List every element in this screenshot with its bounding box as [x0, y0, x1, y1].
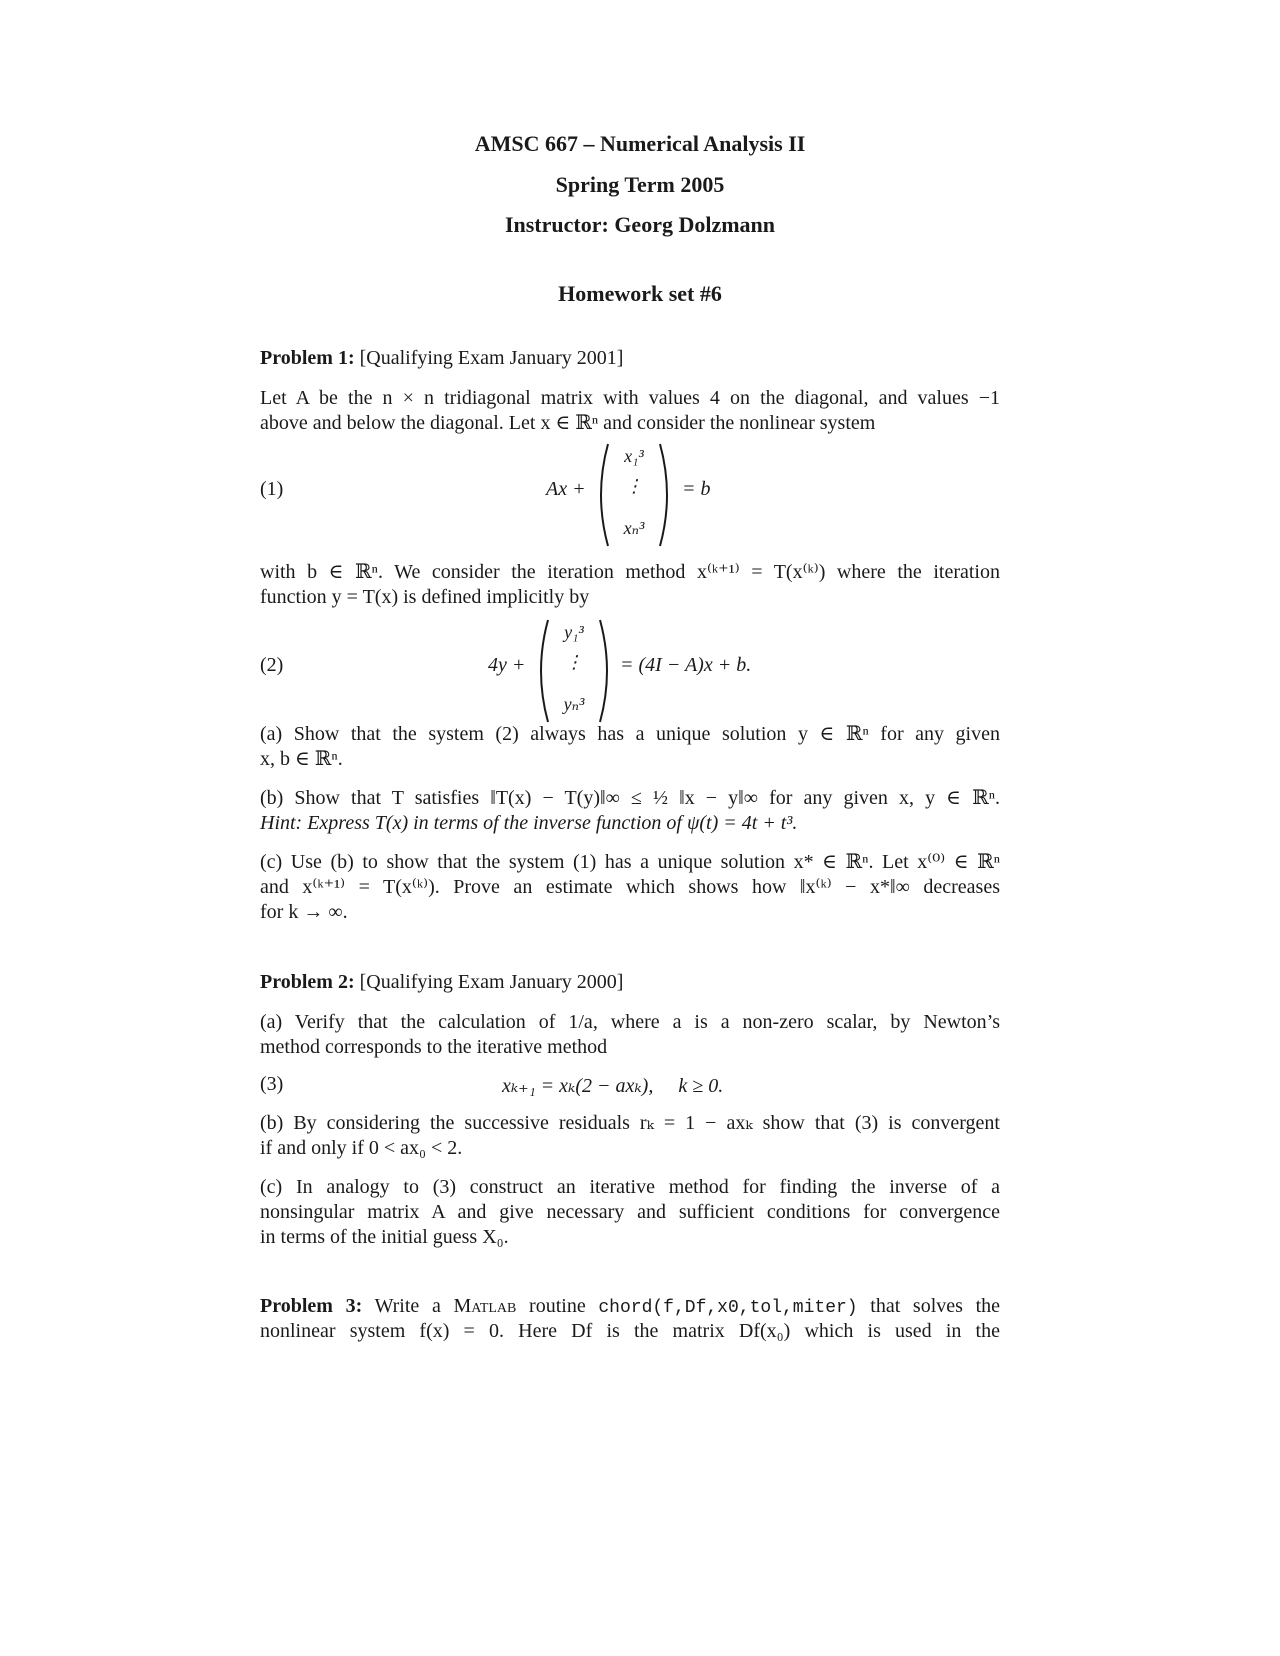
problem-2-title: Problem 2:	[260, 971, 355, 993]
homework-set-title: Homework set #6	[558, 281, 722, 306]
term-title: Spring Term 2005	[555, 172, 725, 197]
problem-1-line-4: function y = T(x) is defined implicitly by	[260, 586, 590, 608]
problem-2-part-c-line-3: in terms of the initial guess X₀.	[260, 1226, 509, 1248]
problem-3-line-1	[260, 1294, 1000, 1321]
problem-2-part-b-line-2: if and only if 0 < ax₀ < 2.	[260, 1137, 463, 1159]
problem-1-part-b-line-1: (b) Show that T satisfies ‖T(x) − T(y)‖∞ ≤ ½ ‖x − y‖∞ for any given x, y ∈ ℝⁿ.	[260, 787, 1000, 809]
problem-1-line-2: above and below the diagonal. Let x ∈ ℝⁿ and consider the nonlinear system	[260, 412, 876, 434]
equation-2-vector-bottom: yₙ³	[563, 694, 585, 714]
problem-3-title: Problem 3:	[260, 1295, 363, 1317]
problem-2-part-c-line-1: (c) In analogy to (3) construct an iterative method for finding the inverse of a	[260, 1176, 1000, 1198]
problem-2-part-a-line-1: (a) Verify that the calculation of 1/a, where a is a non-zero scalar, by Newton’s	[260, 1011, 1000, 1033]
problem-1-part-a-line-1: (a) Show that the system (2) always has a unique solution y ∈ ℝⁿ for any given	[260, 723, 1000, 745]
equation-3: xₖ₊₁ = xₖ(2 − axₖ), k ≥ 0.	[502, 1075, 724, 1097]
equation-1-vector-dots: ⋮	[625, 476, 643, 496]
problem-1-part-c-line-2: and x⁽ᵏ⁺¹⁾ = T(x⁽ᵏ⁾). Prove an estimate which shows how ‖x⁽ᵏ⁾ − x*‖∞ decreases	[260, 876, 1000, 898]
problem-1-part-b-hint: Hint: Express T(x) in terms of the inverse function of ψ(t) = 4t + t³.	[260, 812, 798, 834]
equation-1-vector-bottom: xₙ³	[623, 518, 645, 538]
problem-1-heading	[260, 346, 1020, 371]
problem-2-part-c-line-2: nonsingular matrix A and give necessary and sufficient conditions for convergence	[260, 1201, 1000, 1223]
problem-2-heading	[260, 970, 1020, 995]
problem-2-part-a-line-2: method corresponds to the iterative method	[260, 1036, 608, 1058]
problem-2-source: [Qualifying Exam January 2000]	[359, 971, 624, 993]
problem-3-solves: that solves the	[870, 1295, 1000, 1317]
problem-3-matlab: Matlab	[453, 1295, 517, 1317]
problem-3-write-a: Write a	[374, 1295, 441, 1317]
equation-3-label: (3)	[260, 1073, 284, 1095]
problem-3-routine: routine	[529, 1295, 586, 1317]
equation-2-rhs: = (4I − A)x + b.	[620, 654, 752, 676]
equation-1-rhs: = b	[682, 478, 711, 500]
problem-2-part-b-line-1: (b) By considering the successive residuals rₖ = 1 − axₖ show that (3) is convergent	[260, 1112, 1000, 1134]
problem-3-line-2: nonlinear system f(x) = 0. Here Df is the matrix Df(x₀) which is used in the	[260, 1320, 1000, 1342]
equation-1-label: (1)	[260, 478, 284, 500]
equation-2-vector-dots: ⋮	[565, 652, 583, 672]
problem-1-line-1: Let A be the n × n tridiagonal matrix with values 4 on the diagonal, and values −1	[260, 387, 1000, 409]
problem-1-line-3: with b ∈ ℝⁿ. We consider the iteration method x⁽ᵏ⁺¹⁾ = T(x⁽ᵏ⁾) where the iteration	[260, 561, 1000, 583]
equation-2-lhs: 4y +	[488, 654, 526, 676]
problem-1-title: Problem 1:	[260, 347, 355, 369]
problem-1-part-c-line-1: (c) Use (b) to show that the system (1) has a unique solution x* ∈ ℝⁿ. Let x⁽⁰⁾ ∈ ℝⁿ	[260, 851, 1000, 873]
problem-3-code: chord(f,Df,x0,tol,miter)	[598, 1298, 858, 1318]
problem-1-part-c-line-3: for k → ∞.	[260, 901, 348, 923]
course-title: AMSC 667 – Numerical Analysis II	[474, 131, 806, 156]
equation-2-label: (2)	[260, 654, 284, 676]
equation-1-vector-top: x₁³	[624, 446, 644, 466]
equation-2-vector-top: y₁³	[564, 622, 584, 642]
problem-1-source: [Qualifying Exam January 2001]	[359, 347, 624, 369]
equation-1-lhs: Ax +	[546, 478, 586, 500]
problem-1-part-a-line-2: x, b ∈ ℝⁿ.	[260, 748, 343, 770]
instructor-title: Instructor: Georg Dolzmann	[504, 212, 776, 237]
